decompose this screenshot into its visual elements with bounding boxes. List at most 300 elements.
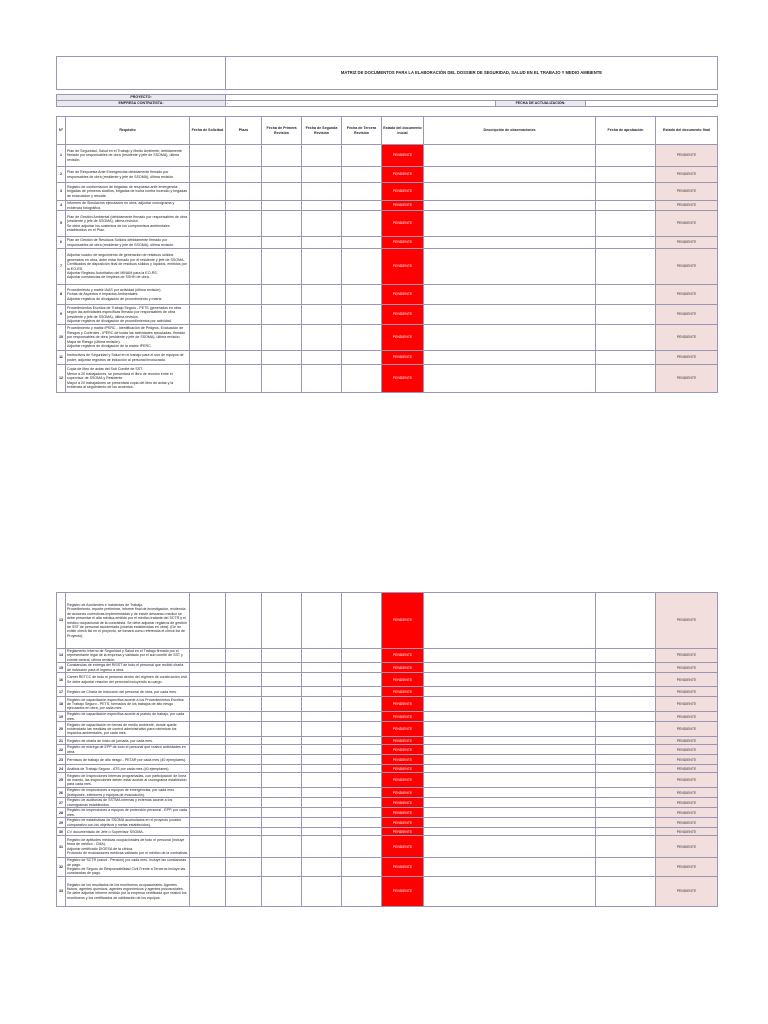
fecha-aprobacion-cell[interactable]: [596, 325, 656, 351]
fecha-solicitud-cell[interactable]: [190, 325, 226, 351]
fecha-aprobacion-cell[interactable]: [596, 755, 656, 765]
col-header-fecha-aprobacion: Fecha de aprobación: [596, 117, 656, 145]
primera-revision-cell[interactable]: [262, 773, 302, 788]
primera-revision-cell[interactable]: [262, 305, 302, 325]
estado-final-badge: PENDIENTE: [656, 722, 718, 737]
plazo-cell[interactable]: [226, 305, 262, 325]
observaciones-cell[interactable]: [424, 808, 596, 818]
row-number: 33: [57, 876, 66, 906]
segunda-revision-cell[interactable]: [302, 325, 342, 351]
tercera-revision-cell[interactable]: [342, 183, 382, 201]
fecha-solicitud-cell[interactable]: [190, 249, 226, 285]
segunda-revision-cell[interactable]: [302, 593, 342, 649]
requirement-text: Registro de auditorías de SSTMA internas y externas acorde a los cronogramas establecidos.: [66, 798, 190, 808]
plazo-cell[interactable]: [226, 722, 262, 737]
observaciones-cell[interactable]: [424, 325, 596, 351]
plazo-cell[interactable]: [226, 237, 262, 249]
tercera-revision-cell[interactable]: [342, 828, 382, 836]
estado-final-badge: PENDIENTE: [656, 808, 718, 818]
tercera-revision-cell[interactable]: [342, 593, 382, 649]
requirement-text: Registro de Charla de Inducción del personal de obra, por cada mes.: [66, 687, 190, 697]
fecha-solicitud-cell[interactable]: [190, 818, 226, 828]
fecha-solicitud-cell[interactable]: [190, 305, 226, 325]
estado-final-badge: PENDIENTE: [656, 858, 718, 877]
segunda-revision-cell[interactable]: [302, 722, 342, 737]
document-title: MATRIZ DE DOCUMENTOS PARA LA ELABORACIÓN DEL DOSSIER DE SEGURIDAD, SALUD EN EL TRABAJO Y MEDIO AMBIENTE: [226, 57, 718, 90]
table-row: [57, 765, 718, 773]
estado-final-badge: PENDIENTE: [656, 201, 718, 211]
tercera-revision-cell[interactable]: [342, 167, 382, 183]
primera-revision-cell[interactable]: [262, 828, 302, 836]
estado-inicial-badge: PENDIENTE: [382, 325, 424, 351]
primera-revision-cell[interactable]: [262, 663, 302, 673]
tercera-revision-cell[interactable]: [342, 249, 382, 285]
segunda-revision-cell[interactable]: [302, 876, 342, 906]
col-header-plazo: Plazo: [226, 117, 262, 145]
row-number: 8: [57, 285, 66, 305]
requirement-text: Constancias de entrega del RISST de todo el personal que recibió charla de inducción para el ingreso a obra.: [66, 663, 190, 673]
table-row: [57, 745, 718, 755]
plazo-cell[interactable]: [226, 145, 262, 167]
fecha-solicitud-cell[interactable]: [190, 876, 226, 906]
fecha-aprobacion-cell[interactable]: [596, 365, 656, 393]
observaciones-cell[interactable]: [424, 737, 596, 745]
primera-revision-cell[interactable]: [262, 201, 302, 211]
row-number: 22: [57, 745, 66, 755]
segunda-revision-cell[interactable]: [302, 673, 342, 687]
observaciones-cell[interactable]: [424, 798, 596, 808]
fecha-solicitud-cell[interactable]: [190, 673, 226, 687]
fecha-solicitud-cell[interactable]: [190, 167, 226, 183]
segunda-revision-cell[interactable]: [302, 663, 342, 673]
primera-revision-cell[interactable]: [262, 593, 302, 649]
observaciones-cell[interactable]: [424, 687, 596, 697]
primera-revision-cell[interactable]: [262, 745, 302, 755]
observaciones-cell[interactable]: [424, 836, 596, 858]
segunda-revision-cell[interactable]: [302, 211, 342, 237]
fecha-aprobacion-cell[interactable]: [596, 737, 656, 745]
observaciones-cell[interactable]: [424, 765, 596, 773]
primera-revision-cell[interactable]: [262, 755, 302, 765]
requirement-text: Adjuntar cuadro de seguimiento de generación de residuos sólidos generados en obra, debe estar firmado por el residente y jefe de SSOMA. Certificados de disposición final de residuos sólidos y líquidos, emitidos por la EO-RS. Adjuntar Registro Autoritativo del MINAM para la EO-RS. Adjuntar constancias de limpieza de SSHH de obra.: [66, 249, 190, 285]
fecha-solicitud-cell[interactable]: [190, 788, 226, 798]
tercera-revision-cell[interactable]: [342, 836, 382, 858]
primera-revision-cell[interactable]: [262, 818, 302, 828]
plazo-cell[interactable]: [226, 285, 262, 305]
observaciones-cell[interactable]: [424, 305, 596, 325]
tercera-revision-cell[interactable]: [342, 305, 382, 325]
plazo-cell[interactable]: [226, 836, 262, 858]
observaciones-cell[interactable]: [424, 712, 596, 722]
segunda-revision-cell[interactable]: [302, 697, 342, 712]
requirement-text: Registro de Inspecciones internas programadas, con participación de línea de mando, las inspecciones deben estar acorde al cronograma establecido para cada mes.: [66, 773, 190, 788]
table-row: [57, 788, 718, 798]
fecha-aprobacion-cell[interactable]: [596, 351, 656, 365]
plazo-cell[interactable]: [226, 858, 262, 877]
fecha-solicitud-cell[interactable]: [190, 237, 226, 249]
tercera-revision-cell[interactable]: [342, 818, 382, 828]
tercera-revision-cell[interactable]: [342, 765, 382, 773]
plazo-cell[interactable]: [226, 649, 262, 663]
fecha-aprobacion-cell[interactable]: [596, 593, 656, 649]
col-header-n: N°: [57, 117, 66, 145]
observaciones-cell[interactable]: [424, 237, 596, 249]
primera-revision-cell[interactable]: [262, 365, 302, 393]
observaciones-cell[interactable]: [424, 858, 596, 877]
tercera-revision-cell[interactable]: [342, 687, 382, 697]
fecha-solicitud-cell[interactable]: [190, 201, 226, 211]
fecha-solicitud-cell[interactable]: [190, 365, 226, 393]
primera-revision-cell[interactable]: [262, 249, 302, 285]
primera-revision-cell[interactable]: [262, 808, 302, 818]
plazo-cell[interactable]: [226, 673, 262, 687]
tercera-revision-cell[interactable]: [342, 663, 382, 673]
fecha-aprobacion-cell[interactable]: [596, 808, 656, 818]
segunda-revision-cell[interactable]: [302, 249, 342, 285]
plazo-cell[interactable]: [226, 663, 262, 673]
row-number: 30: [57, 828, 66, 836]
estado-final-badge: PENDIENTE: [656, 649, 718, 663]
fecha-solicitud-cell[interactable]: [190, 211, 226, 237]
fecha-solicitud-cell[interactable]: [190, 858, 226, 877]
fecha-solicitud-cell[interactable]: [190, 145, 226, 167]
row-number: 4: [57, 201, 66, 211]
fecha-solicitud-cell[interactable]: [190, 745, 226, 755]
table-row: [57, 828, 718, 836]
segunda-revision-cell[interactable]: [302, 305, 342, 325]
empresa-value[interactable]: -: [226, 101, 496, 107]
fecha-aprobacion-cell[interactable]: [596, 649, 656, 663]
segunda-revision-cell[interactable]: [302, 183, 342, 201]
table-row: [57, 808, 718, 818]
plazo-cell[interactable]: [226, 211, 262, 237]
plazo-cell[interactable]: [226, 325, 262, 351]
observaciones-cell[interactable]: [424, 818, 596, 828]
primera-revision-cell[interactable]: [262, 167, 302, 183]
fecha-aprobacion-cell[interactable]: [596, 285, 656, 305]
fecha-aprobacion-cell[interactable]: [596, 876, 656, 906]
segunda-revision-cell[interactable]: [302, 167, 342, 183]
plazo-cell[interactable]: [226, 687, 262, 697]
observaciones-cell[interactable]: [424, 649, 596, 663]
observaciones-cell[interactable]: [424, 167, 596, 183]
tercera-revision-cell[interactable]: [342, 201, 382, 211]
row-number: 12: [57, 365, 66, 393]
observaciones-cell[interactable]: [424, 351, 596, 365]
segunda-revision-cell[interactable]: [302, 351, 342, 365]
observaciones-cell[interactable]: [424, 211, 596, 237]
fecha-solicitud-cell[interactable]: [190, 737, 226, 745]
tercera-revision-cell[interactable]: [342, 673, 382, 687]
estado-final-badge: PENDIENTE: [656, 183, 718, 201]
fecha-solicitud-cell[interactable]: [190, 712, 226, 722]
fecha-aprobacion-cell[interactable]: [596, 773, 656, 788]
estado-final-badge: PENDIENTE: [656, 167, 718, 183]
tercera-revision-cell[interactable]: [342, 365, 382, 393]
primera-revision-cell[interactable]: [262, 798, 302, 808]
primera-revision-cell[interactable]: [262, 325, 302, 351]
fecha-aprobacion-cell[interactable]: [596, 836, 656, 858]
plazo-cell[interactable]: [226, 828, 262, 836]
fecha-aprobacion-cell[interactable]: [596, 663, 656, 673]
estado-final-badge: PENDIENTE: [656, 773, 718, 788]
fecha-aprobacion-cell[interactable]: [596, 818, 656, 828]
plazo-cell[interactable]: [226, 755, 262, 765]
tercera-revision-cell[interactable]: [342, 808, 382, 818]
primera-revision-cell[interactable]: [262, 712, 302, 722]
fecha-aprobacion-cell[interactable]: [596, 167, 656, 183]
plazo-cell[interactable]: [226, 697, 262, 712]
fecha-aprobacion-cell[interactable]: [596, 237, 656, 249]
plazo-cell[interactable]: [226, 765, 262, 773]
plazo-cell[interactable]: [226, 593, 262, 649]
segunda-revision-cell[interactable]: [302, 145, 342, 167]
primera-revision-cell[interactable]: [262, 211, 302, 237]
tercera-revision-cell[interactable]: [342, 876, 382, 906]
segunda-revision-cell[interactable]: [302, 712, 342, 722]
plazo-cell[interactable]: [226, 745, 262, 755]
requirement-text: Registro de entrega de EPP de todo el personal que realizó actividades en obra.: [66, 745, 190, 755]
observaciones-cell[interactable]: [424, 145, 596, 167]
fecha-aprobacion-cell[interactable]: [596, 745, 656, 755]
table-row: [57, 305, 718, 325]
fecha-solicitud-cell[interactable]: [190, 663, 226, 673]
tercera-revision-cell[interactable]: [342, 788, 382, 798]
fecha-solicitud-cell[interactable]: [190, 183, 226, 201]
segunda-revision-cell[interactable]: [302, 773, 342, 788]
observaciones-cell[interactable]: [424, 722, 596, 737]
segunda-revision-cell[interactable]: [302, 765, 342, 773]
tercera-revision-cell[interactable]: [342, 285, 382, 305]
observaciones-cell[interactable]: [424, 828, 596, 836]
observaciones-cell[interactable]: [424, 285, 596, 305]
requirement-text: Plan de Seguridad, Salud en el Trabajo y Medio Ambiente, debidamente firmado por responsables de obra (residente y jefe de SSOMA), última revisión.: [66, 145, 190, 167]
estado-inicial-badge: PENDIENTE: [382, 365, 424, 393]
table-row: [57, 325, 718, 351]
fecha-aprobacion-cell[interactable]: [596, 305, 656, 325]
estado-inicial-badge: PENDIENTE: [382, 712, 424, 722]
segunda-revision-cell[interactable]: [302, 365, 342, 393]
fecha-aprobacion-cell[interactable]: [596, 712, 656, 722]
primera-revision-cell[interactable]: [262, 876, 302, 906]
project-meta-table: [56, 94, 718, 107]
fecha-aprobacion-cell[interactable]: [596, 765, 656, 773]
primera-revision-cell[interactable]: [262, 649, 302, 663]
plazo-cell[interactable]: [226, 183, 262, 201]
fecha-aprobacion-cell[interactable]: [596, 145, 656, 167]
row-number: 31: [57, 836, 66, 858]
plazo-cell[interactable]: [226, 876, 262, 906]
row-number: 21: [57, 737, 66, 745]
estado-inicial-badge: PENDIENTE: [382, 876, 424, 906]
fecha-solicitud-cell[interactable]: [190, 285, 226, 305]
row-number: 6: [57, 237, 66, 249]
tercera-revision-cell[interactable]: [342, 211, 382, 237]
observaciones-cell[interactable]: [424, 673, 596, 687]
tercera-revision-cell[interactable]: [342, 722, 382, 737]
fecha-solicitud-cell[interactable]: [190, 773, 226, 788]
primera-revision-cell[interactable]: [262, 183, 302, 201]
segunda-revision-cell[interactable]: [302, 755, 342, 765]
observaciones-cell[interactable]: [424, 788, 596, 798]
observaciones-cell[interactable]: [424, 697, 596, 712]
observaciones-cell[interactable]: [424, 745, 596, 755]
estado-inicial-badge: PENDIENTE: [382, 722, 424, 737]
segunda-revision-cell[interactable]: [302, 737, 342, 745]
fecha-aprobacion-cell[interactable]: [596, 183, 656, 201]
fecha-solicitud-cell[interactable]: [190, 649, 226, 663]
col-header-segunda-revision: Fecha de Segunda Revisión: [302, 117, 342, 145]
fecha-solicitud-cell[interactable]: [190, 697, 226, 712]
fecha-aprobacion-cell[interactable]: [596, 828, 656, 836]
segunda-revision-cell[interactable]: [302, 836, 342, 858]
plazo-cell[interactable]: [226, 788, 262, 798]
estado-inicial-badge: PENDIENTE: [382, 167, 424, 183]
estado-inicial-badge: PENDIENTE: [382, 697, 424, 712]
tercera-revision-cell[interactable]: [342, 649, 382, 663]
fecha-solicitud-cell[interactable]: [190, 765, 226, 773]
primera-revision-cell[interactable]: [262, 687, 302, 697]
fecha-aprobacion-cell[interactable]: [596, 249, 656, 285]
estado-inicial-badge: PENDIENTE: [382, 828, 424, 836]
row-number: 19: [57, 712, 66, 722]
fecha-solicitud-cell[interactable]: [190, 836, 226, 858]
table-row: [57, 687, 718, 697]
plazo-cell[interactable]: [226, 818, 262, 828]
plazo-cell[interactable]: [226, 808, 262, 818]
tercera-revision-cell[interactable]: [342, 237, 382, 249]
plazo-cell[interactable]: [226, 798, 262, 808]
primera-revision-cell[interactable]: [262, 765, 302, 773]
fecha-solicitud-cell[interactable]: [190, 828, 226, 836]
segunda-revision-cell[interactable]: [302, 828, 342, 836]
estado-inicial-badge: PENDIENTE: [382, 808, 424, 818]
segunda-revision-cell[interactable]: [302, 745, 342, 755]
observaciones-cell[interactable]: [424, 876, 596, 906]
primera-revision-cell[interactable]: [262, 285, 302, 305]
segunda-revision-cell[interactable]: [302, 798, 342, 808]
table-row: [57, 673, 718, 687]
estado-final-badge: PENDIENTE: [656, 687, 718, 697]
fecha-actualizacion-label: FECHA DE ACTUALIZACIÓN:: [496, 101, 586, 107]
tercera-revision-cell[interactable]: [342, 773, 382, 788]
primera-revision-cell[interactable]: [262, 697, 302, 712]
fecha-aprobacion-cell[interactable]: [596, 201, 656, 211]
tercera-revision-cell[interactable]: [342, 697, 382, 712]
segunda-revision-cell[interactable]: [302, 237, 342, 249]
observaciones-cell[interactable]: [424, 365, 596, 393]
observaciones-cell[interactable]: [424, 755, 596, 765]
row-number: 15: [57, 663, 66, 673]
fecha-solicitud-cell[interactable]: [190, 755, 226, 765]
estado-final-badge: PENDIENTE: [656, 745, 718, 755]
segunda-revision-cell[interactable]: [302, 649, 342, 663]
page1-title-table: [56, 56, 718, 90]
plazo-cell[interactable]: [226, 737, 262, 745]
requirement-text: Permisos de trabajo de alto riesgo - PETAR por cada mes (40 ejemplares).: [66, 755, 190, 765]
primera-revision-cell[interactable]: [262, 673, 302, 687]
estado-inicial-badge: PENDIENTE: [382, 183, 424, 201]
tercera-revision-cell[interactable]: [342, 745, 382, 755]
plazo-cell[interactable]: [226, 365, 262, 393]
observaciones-cell[interactable]: [424, 773, 596, 788]
fecha-solicitud-cell[interactable]: [190, 687, 226, 697]
estado-final-badge: PENDIENTE: [656, 365, 718, 393]
primera-revision-cell[interactable]: [262, 237, 302, 249]
observaciones-cell[interactable]: [424, 593, 596, 649]
tercera-revision-cell[interactable]: [342, 325, 382, 351]
row-number: 26: [57, 788, 66, 798]
primera-revision-cell[interactable]: [262, 858, 302, 877]
fecha-aprobacion-cell[interactable]: [596, 788, 656, 798]
tercera-revision-cell[interactable]: [342, 737, 382, 745]
primera-revision-cell[interactable]: [262, 351, 302, 365]
primera-revision-cell[interactable]: [262, 836, 302, 858]
fecha-aprobacion-cell[interactable]: [596, 722, 656, 737]
plazo-cell[interactable]: [226, 167, 262, 183]
plazo-cell[interactable]: [226, 712, 262, 722]
segunda-revision-cell[interactable]: [302, 201, 342, 211]
observaciones-cell[interactable]: [424, 183, 596, 201]
fecha-solicitud-cell[interactable]: [190, 351, 226, 365]
tercera-revision-cell[interactable]: [342, 798, 382, 808]
fecha-aprobacion-cell[interactable]: [596, 697, 656, 712]
observaciones-cell[interactable]: [424, 201, 596, 211]
segunda-revision-cell[interactable]: [302, 818, 342, 828]
plazo-cell[interactable]: [226, 249, 262, 285]
fecha-aprobacion-cell[interactable]: [596, 798, 656, 808]
tercera-revision-cell[interactable]: [342, 858, 382, 877]
estado-inicial-badge: PENDIENTE: [382, 818, 424, 828]
estado-inicial-badge: PENDIENTE: [382, 773, 424, 788]
plazo-cell[interactable]: [226, 773, 262, 788]
estado-inicial-badge: PENDIENTE: [382, 649, 424, 663]
fecha-aprobacion-cell[interactable]: [596, 211, 656, 237]
observaciones-cell[interactable]: [424, 249, 596, 285]
estado-inicial-badge: PENDIENTE: [382, 687, 424, 697]
observaciones-cell[interactable]: [424, 663, 596, 673]
tercera-revision-cell[interactable]: [342, 712, 382, 722]
requirement-text: Registro de charla de inicio de jornada, por cada mes.: [66, 737, 190, 745]
tercera-revision-cell[interactable]: [342, 755, 382, 765]
estado-final-badge: PENDIENTE: [656, 755, 718, 765]
primera-revision-cell[interactable]: [262, 737, 302, 745]
segunda-revision-cell[interactable]: [302, 858, 342, 877]
segunda-revision-cell[interactable]: [302, 285, 342, 305]
fecha-solicitud-cell[interactable]: [190, 798, 226, 808]
estado-inicial-badge: PENDIENTE: [382, 788, 424, 798]
plazo-cell[interactable]: [226, 201, 262, 211]
segunda-revision-cell[interactable]: [302, 687, 342, 697]
fecha-aprobacion-cell[interactable]: [596, 858, 656, 877]
segunda-revision-cell[interactable]: [302, 808, 342, 818]
fecha-solicitud-cell[interactable]: [190, 722, 226, 737]
primera-revision-cell[interactable]: [262, 722, 302, 737]
plazo-cell[interactable]: [226, 351, 262, 365]
row-number: 18: [57, 697, 66, 712]
primera-revision-cell[interactable]: [262, 788, 302, 798]
fecha-actualizacion-value[interactable]: [586, 101, 718, 107]
fecha-aprobacion-cell[interactable]: [596, 673, 656, 687]
fecha-solicitud-cell[interactable]: [190, 808, 226, 818]
requirement-text: Procedimiento y matriz IAAS por actividad (última revisión). Fichas de Aspectos e Impactos Ambientales. Adjuntar registros de divulgación de procedimiento y matriz.: [66, 285, 190, 305]
tercera-revision-cell[interactable]: [342, 145, 382, 167]
fecha-aprobacion-cell[interactable]: [596, 687, 656, 697]
tercera-revision-cell[interactable]: [342, 351, 382, 365]
fecha-solicitud-cell[interactable]: [190, 593, 226, 649]
primera-revision-cell[interactable]: [262, 145, 302, 167]
segunda-revision-cell[interactable]: [302, 788, 342, 798]
